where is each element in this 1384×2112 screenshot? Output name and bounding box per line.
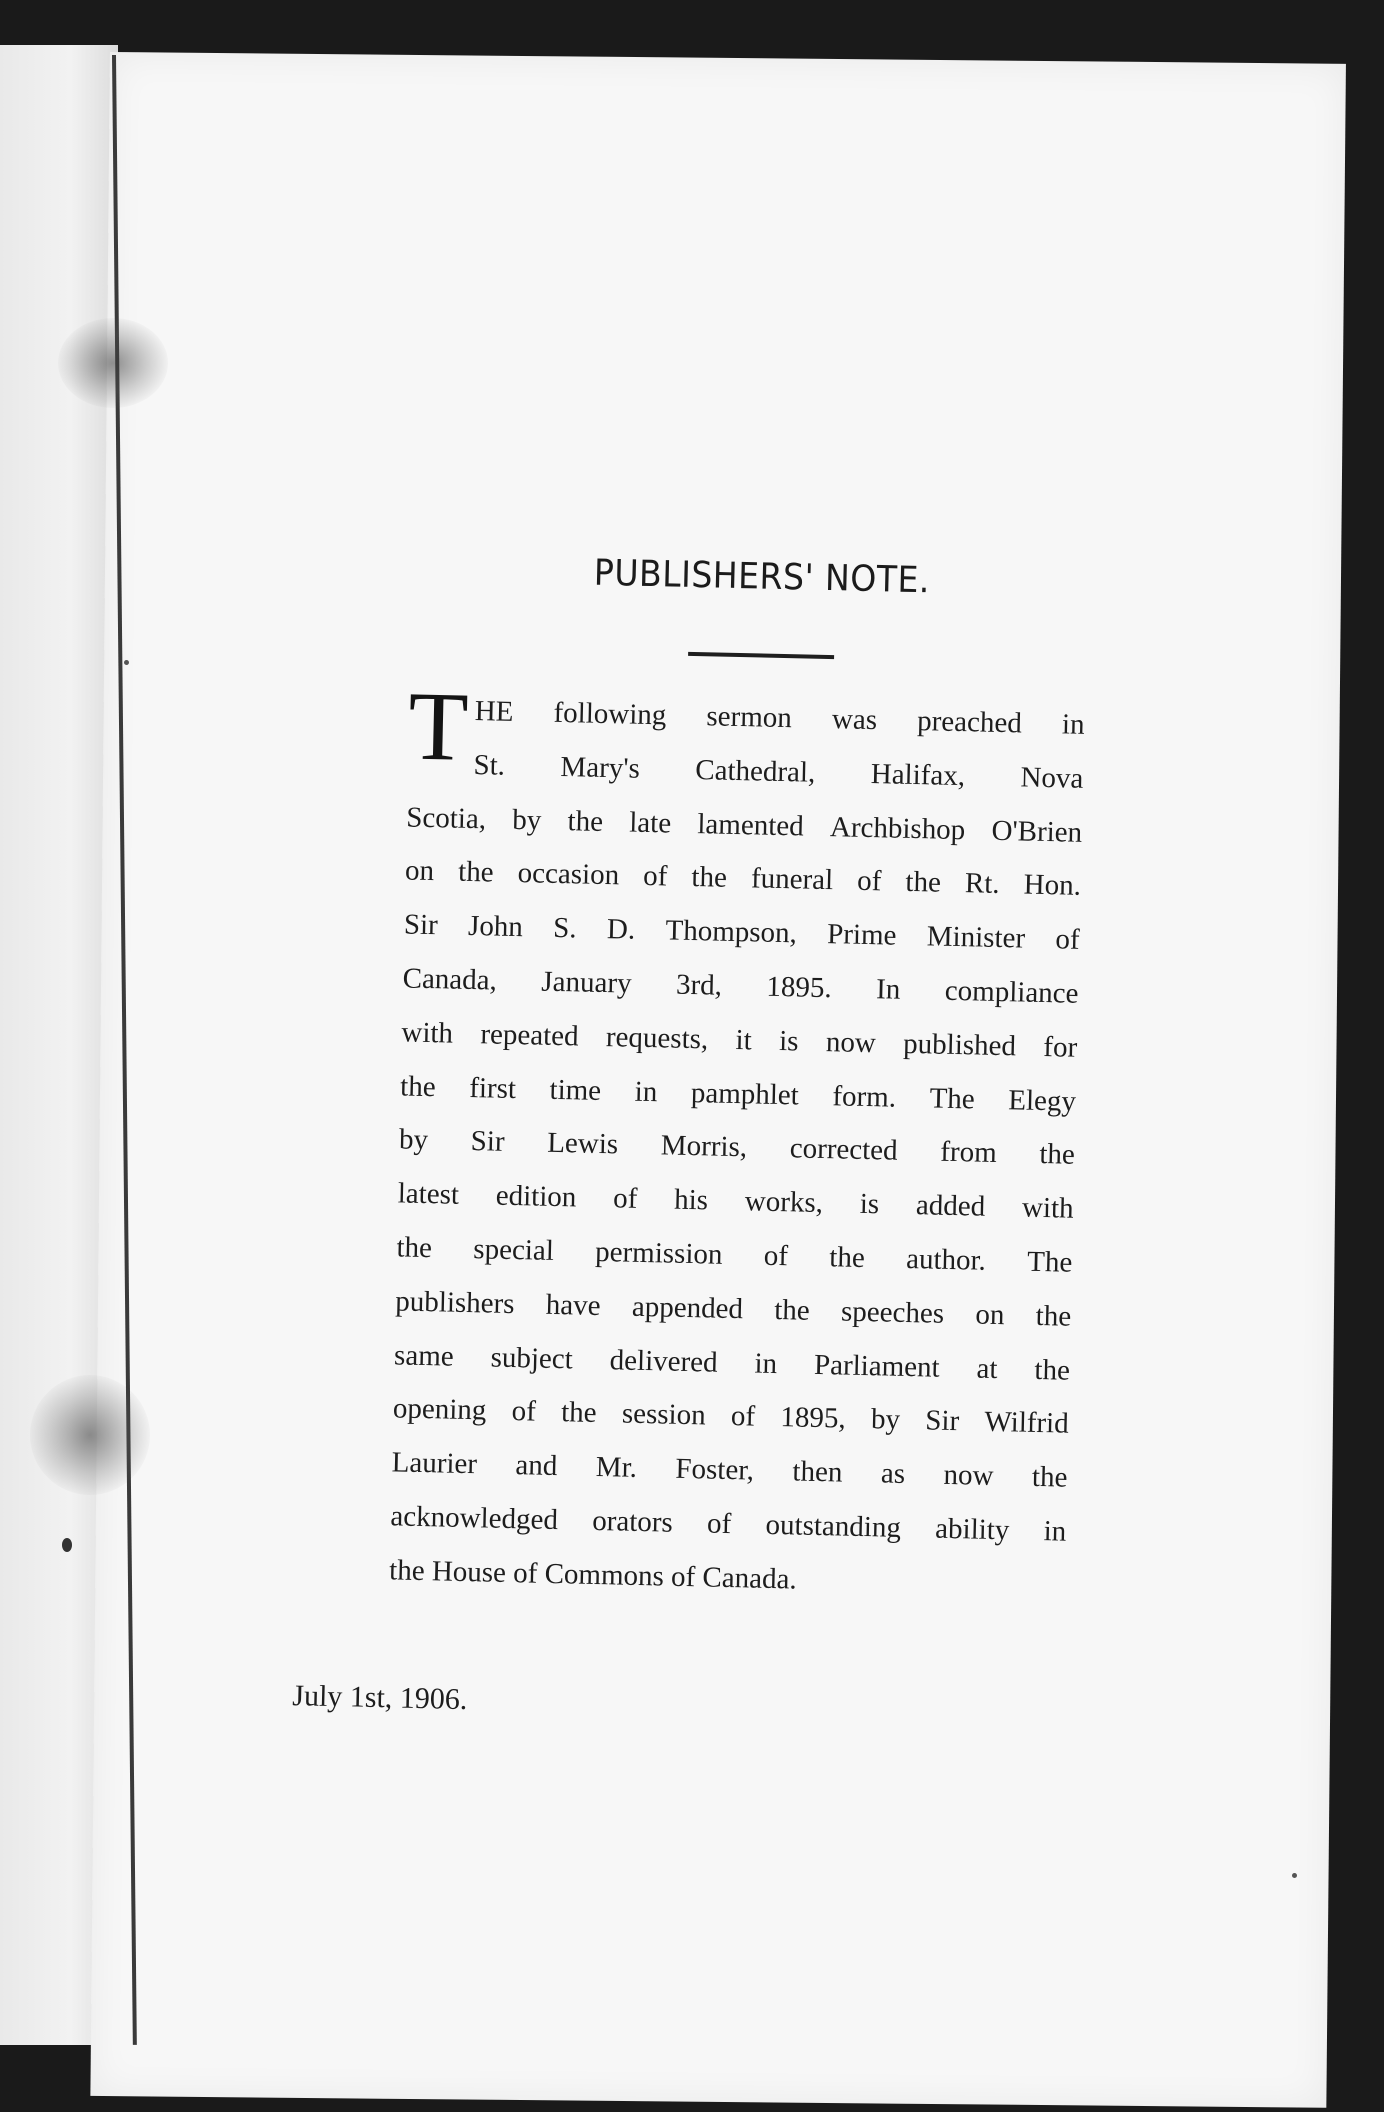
word: from bbox=[939, 1136, 998, 1170]
word: then bbox=[792, 1455, 843, 1489]
word: requests, bbox=[605, 1020, 709, 1056]
word: in bbox=[634, 1075, 658, 1108]
word: late bbox=[628, 806, 672, 840]
word: is bbox=[859, 1188, 880, 1221]
word: time bbox=[549, 1073, 602, 1107]
word: acknowledged bbox=[390, 1500, 559, 1537]
word: of bbox=[642, 860, 668, 893]
word: of bbox=[511, 1395, 537, 1428]
word: Thompson, bbox=[665, 914, 798, 950]
word: Parliament bbox=[813, 1348, 941, 1384]
word: occasion bbox=[517, 857, 620, 892]
word: In bbox=[875, 973, 901, 1006]
word: pamphlet bbox=[690, 1076, 800, 1112]
word: Lewis bbox=[546, 1127, 619, 1161]
word: O'Brien bbox=[991, 814, 1083, 849]
word: have bbox=[545, 1288, 601, 1322]
word: the bbox=[1035, 1299, 1072, 1333]
word: with bbox=[1021, 1191, 1074, 1225]
word: Elegy bbox=[1008, 1083, 1077, 1118]
word: the bbox=[1039, 1138, 1076, 1172]
word: the bbox=[396, 1231, 433, 1265]
word: 3rd, bbox=[675, 968, 723, 1002]
word: same bbox=[393, 1338, 455, 1373]
word: S. bbox=[552, 912, 578, 945]
word: Mary's bbox=[560, 750, 641, 785]
word: first bbox=[468, 1071, 517, 1105]
word: at bbox=[976, 1352, 998, 1385]
word: following bbox=[553, 696, 667, 732]
word: Mr. bbox=[595, 1451, 638, 1485]
word: Nova bbox=[1020, 761, 1084, 795]
word: Scotia, bbox=[405, 801, 487, 835]
word: is bbox=[778, 1024, 799, 1058]
word: ability bbox=[934, 1512, 1010, 1547]
word: in bbox=[1061, 708, 1085, 741]
word: of bbox=[1055, 923, 1080, 956]
word: the bbox=[399, 1070, 437, 1103]
word: it bbox=[735, 1023, 753, 1057]
word: in bbox=[754, 1347, 778, 1380]
word: Laurier bbox=[391, 1446, 478, 1481]
word: added bbox=[915, 1189, 986, 1223]
word: and bbox=[515, 1449, 558, 1483]
word: for bbox=[1043, 1030, 1078, 1064]
word: the bbox=[567, 804, 604, 838]
word: the bbox=[773, 1293, 811, 1327]
note-date: July 1st, 1906. bbox=[292, 1679, 468, 1717]
word: the bbox=[560, 1396, 597, 1430]
word: of bbox=[612, 1182, 638, 1215]
word: appended bbox=[631, 1290, 744, 1326]
word: author. bbox=[905, 1242, 987, 1277]
word: Sir bbox=[470, 1125, 505, 1159]
word: Rt. bbox=[964, 867, 1000, 901]
word: with bbox=[401, 1016, 454, 1050]
word: of bbox=[763, 1239, 789, 1273]
word: published bbox=[902, 1027, 1017, 1063]
word: Wilfrid bbox=[984, 1406, 1070, 1441]
word: repeated bbox=[480, 1018, 579, 1053]
word: the bbox=[457, 856, 494, 889]
word: orators bbox=[591, 1504, 674, 1539]
word: Prime bbox=[826, 918, 897, 952]
word: the bbox=[1031, 1461, 1068, 1494]
word: now bbox=[943, 1459, 994, 1493]
word: Archbishop bbox=[829, 810, 966, 846]
word: of bbox=[730, 1400, 756, 1433]
word: special bbox=[473, 1233, 555, 1267]
word: 1895. bbox=[766, 970, 833, 1005]
word: delivered bbox=[609, 1343, 718, 1379]
word: works, bbox=[744, 1185, 824, 1220]
word: the bbox=[829, 1241, 866, 1274]
word: by bbox=[870, 1403, 901, 1437]
word: January bbox=[541, 965, 632, 1000]
word: subject bbox=[490, 1341, 574, 1375]
word: speeches bbox=[840, 1295, 945, 1330]
word: permission bbox=[594, 1235, 723, 1271]
word: 1895, bbox=[780, 1401, 847, 1435]
drop-cap: T bbox=[407, 672, 470, 782]
word: on bbox=[404, 854, 435, 888]
body-line-text: the House of Commons of Canada. bbox=[388, 1554, 798, 1596]
word: corrected bbox=[789, 1132, 898, 1168]
word: The bbox=[929, 1082, 976, 1116]
word: his bbox=[673, 1183, 709, 1217]
word: Minister bbox=[926, 920, 1026, 955]
word: D. bbox=[606, 913, 636, 946]
word: in bbox=[1043, 1515, 1067, 1548]
word: outstanding bbox=[765, 1508, 902, 1544]
word: of bbox=[856, 865, 882, 898]
word: the bbox=[905, 866, 942, 900]
word: HE bbox=[474, 695, 514, 728]
word: the bbox=[691, 861, 728, 895]
word: publishers bbox=[394, 1285, 515, 1320]
word: as bbox=[880, 1457, 906, 1491]
word: form. bbox=[832, 1079, 897, 1114]
word: funeral bbox=[750, 862, 834, 897]
word: now bbox=[825, 1025, 877, 1059]
word: the bbox=[1034, 1353, 1071, 1387]
word: session bbox=[621, 1397, 707, 1432]
word: Sir bbox=[924, 1404, 960, 1438]
word: Morris, bbox=[660, 1129, 748, 1164]
word: Halifax, bbox=[870, 757, 966, 792]
word: John bbox=[467, 910, 524, 944]
page-title: PUBLISHERS' NOTE. bbox=[593, 552, 931, 602]
word: latest bbox=[397, 1177, 460, 1211]
word: sermon bbox=[706, 700, 793, 735]
word: Cathedral, bbox=[694, 753, 816, 789]
word: preached bbox=[916, 705, 1023, 740]
word: Hon. bbox=[1023, 868, 1082, 903]
word: The bbox=[1026, 1245, 1073, 1279]
word: lamented bbox=[697, 807, 805, 843]
word: Canada, bbox=[402, 962, 498, 997]
word: by bbox=[511, 803, 542, 837]
word: Foster, bbox=[675, 1452, 755, 1487]
word: compliance bbox=[944, 974, 1079, 1010]
word: by bbox=[398, 1123, 429, 1157]
word: Sir bbox=[403, 908, 439, 942]
word: edition bbox=[495, 1179, 577, 1214]
note-body bbox=[389, 684, 1086, 1614]
title-rule bbox=[688, 652, 834, 659]
word: on bbox=[975, 1298, 1005, 1331]
word: opening bbox=[392, 1392, 487, 1427]
word: was bbox=[831, 703, 878, 737]
word: St. bbox=[473, 748, 506, 782]
word: of bbox=[706, 1507, 732, 1540]
